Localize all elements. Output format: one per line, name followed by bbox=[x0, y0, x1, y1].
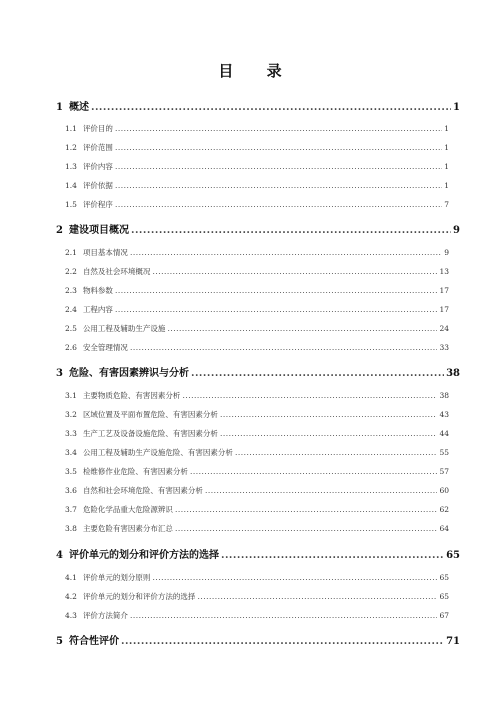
toc-leader-dots bbox=[130, 343, 438, 352]
toc-entry-number: 3.4 bbox=[65, 448, 77, 457]
toc-section-entry[interactable] bbox=[65, 180, 449, 191]
toc-section-entry[interactable] bbox=[65, 342, 449, 353]
toc-entry-page: 43 bbox=[439, 410, 449, 419]
toc-chapter-entry[interactable] bbox=[56, 221, 460, 236]
toc-entry-label: 区域位置及平面布置危险、有害因素分析 bbox=[82, 410, 218, 419]
toc-leader-dots bbox=[115, 305, 438, 314]
toc-leader-dots bbox=[197, 592, 437, 601]
toc-entry-number: 3.8 bbox=[65, 524, 77, 533]
toc-entry-number: 2.2 bbox=[65, 267, 77, 276]
toc-entry-page: 55 bbox=[439, 448, 449, 457]
toc-entry-page: 9 bbox=[453, 225, 460, 236]
toc-leader-dots bbox=[115, 181, 442, 190]
toc-entry-page: 65 bbox=[439, 592, 449, 601]
toc-entry-number: 1.5 bbox=[65, 200, 77, 209]
toc-entry-number: 2 bbox=[56, 225, 63, 236]
toc-section-entry[interactable] bbox=[65, 466, 449, 477]
toc-section-entry[interactable] bbox=[65, 199, 449, 210]
toc-entry-label: 自然和社会环境危险、有害因素分析 bbox=[82, 486, 203, 495]
toc-leader-dots bbox=[220, 429, 438, 438]
toc-leader-dots bbox=[152, 573, 437, 582]
toc-section-entry[interactable] bbox=[65, 266, 449, 277]
toc-section-entry[interactable] bbox=[65, 247, 449, 258]
toc-section-entry[interactable] bbox=[65, 123, 449, 134]
toc-entry-label: 评价依据 bbox=[82, 181, 113, 190]
toc-entry-page: 1 bbox=[444, 162, 449, 171]
toc-entry-page: 33 bbox=[439, 343, 449, 352]
toc-entry-number: 3.2 bbox=[65, 410, 77, 419]
toc-entry-number: 3.5 bbox=[65, 467, 77, 476]
toc-entry-page: 13 bbox=[439, 267, 449, 276]
toc-entry-number: 1.3 bbox=[65, 162, 77, 171]
toc-entry-number: 2.1 bbox=[65, 248, 77, 257]
toc-entry-number: 1.4 bbox=[65, 181, 77, 190]
toc-leader-dots bbox=[182, 391, 437, 400]
toc-entry-label: 符合性评价 bbox=[68, 636, 119, 647]
toc-section-entry[interactable] bbox=[65, 572, 449, 583]
toc-entry-number: 1 bbox=[56, 102, 63, 113]
toc-entry-label: 建设项目概况 bbox=[68, 225, 129, 236]
toc-entry-number: 2.6 bbox=[65, 343, 77, 352]
toc-entry-label: 评价单元的划分原则 bbox=[82, 573, 151, 582]
toc-entry-label: 主要物质危险、有害因素分析 bbox=[82, 391, 181, 400]
toc-chapter-entry[interactable] bbox=[56, 632, 460, 647]
toc-leader-dots bbox=[131, 225, 451, 236]
toc-entry-label: 工程内容 bbox=[82, 305, 113, 314]
toc-entry-page: 65 bbox=[439, 573, 449, 582]
toc-section-entry[interactable] bbox=[65, 390, 449, 401]
toc-entry-label: 物料参数 bbox=[82, 286, 113, 295]
toc-entry-number: 5 bbox=[56, 636, 63, 647]
toc-chapter-entry[interactable] bbox=[56, 364, 460, 379]
toc-entry-number: 3.1 bbox=[65, 391, 77, 400]
toc-entry-number: 3 bbox=[56, 368, 63, 379]
toc-entry-label: 评价范围 bbox=[82, 143, 113, 152]
page-title: 目 录 bbox=[218, 62, 296, 80]
toc-section-entry[interactable] bbox=[65, 409, 449, 420]
toc-entry-number: 2.4 bbox=[65, 305, 77, 314]
toc-entry-page: 62 bbox=[439, 505, 449, 514]
toc-entry-page: 24 bbox=[439, 324, 449, 333]
toc-leader-dots bbox=[115, 162, 442, 171]
toc-leader-dots bbox=[167, 324, 437, 333]
toc-entry-label: 评价单元的划分和评价方法的选择 bbox=[68, 550, 219, 561]
toc-entry-page: 71 bbox=[446, 636, 460, 647]
toc-section-entry[interactable] bbox=[65, 142, 449, 153]
toc-entry-label: 危险化学品重大危险源辨识 bbox=[82, 505, 173, 514]
toc-entry-page: 44 bbox=[439, 429, 449, 438]
toc-entry-label: 公用工程及辅助生产设施危险、有害因素分析 bbox=[82, 448, 233, 457]
toc-leader-dots bbox=[115, 286, 438, 295]
toc-entry-number: 2.3 bbox=[65, 286, 77, 295]
toc-entry-page: 1 bbox=[453, 102, 460, 113]
toc-entry-number: 1.2 bbox=[65, 143, 77, 152]
toc-entry-page: 64 bbox=[439, 524, 449, 533]
toc-leader-dots bbox=[121, 636, 444, 647]
toc-leader-dots bbox=[205, 486, 438, 495]
toc-leader-dots bbox=[115, 143, 442, 152]
toc-leader-dots bbox=[190, 467, 438, 476]
toc-entry-page: 17 bbox=[439, 305, 449, 314]
toc-section-entry[interactable] bbox=[65, 161, 449, 172]
toc-section-entry[interactable] bbox=[65, 304, 449, 315]
toc-leader-dots bbox=[235, 448, 438, 457]
toc-entry-page: 17 bbox=[439, 286, 449, 295]
toc-leader-dots bbox=[91, 102, 451, 113]
toc-entry-label: 危险、有害因素辨识与分析 bbox=[68, 368, 189, 379]
toc-leader-dots bbox=[175, 524, 438, 533]
toc-entry-page: 1 bbox=[444, 143, 449, 152]
toc-entry-page: 60 bbox=[439, 486, 449, 495]
toc-entry-number: 1.1 bbox=[65, 124, 77, 133]
toc-section-entry[interactable] bbox=[65, 428, 449, 439]
toc-entry-page: 1 bbox=[444, 181, 449, 190]
toc-entry-label: 公用工程及辅助生产设施 bbox=[82, 324, 166, 333]
toc-entry-number: 4 bbox=[56, 550, 63, 561]
toc-entry-number: 4.3 bbox=[65, 611, 77, 620]
toc-entry-number: 3.6 bbox=[65, 486, 77, 495]
toc-entry-page: 1 bbox=[444, 124, 449, 133]
toc-entry-label: 自然及社会环境概况 bbox=[82, 267, 151, 276]
toc-leader-dots bbox=[220, 410, 438, 419]
toc-leader-dots bbox=[130, 611, 438, 620]
toc-entry-number: 3.3 bbox=[65, 429, 77, 438]
toc-entry-label: 检维修作业危险、有害因素分析 bbox=[82, 467, 188, 476]
toc-leader-dots bbox=[115, 124, 442, 133]
toc-entry-page: 7 bbox=[444, 200, 449, 209]
toc-entry-label: 生产工艺及设备设施危险、有害因素分析 bbox=[82, 429, 218, 438]
toc-leader-dots bbox=[130, 248, 442, 257]
toc-entry-label: 评价方法简介 bbox=[82, 611, 128, 620]
toc-entry-label: 评价程序 bbox=[82, 200, 113, 209]
toc-entry-page: 9 bbox=[444, 248, 449, 257]
toc-chapter-entry[interactable] bbox=[56, 98, 460, 113]
toc-entry-page: 65 bbox=[446, 550, 460, 561]
toc-entry-label: 主要危险有害因素分布汇总 bbox=[82, 524, 173, 533]
toc-leader-dots bbox=[175, 505, 438, 514]
toc-section-entry[interactable] bbox=[65, 285, 449, 296]
toc-entry-label: 评价内容 bbox=[82, 162, 113, 171]
toc-entry-page: 67 bbox=[439, 611, 449, 620]
toc-leader-dots bbox=[221, 550, 444, 561]
toc-entry-label: 概述 bbox=[68, 102, 89, 113]
toc-entry-label: 项目基本情况 bbox=[82, 248, 128, 257]
toc-entry-number: 4.2 bbox=[65, 592, 77, 601]
toc-leader-dots bbox=[115, 200, 442, 209]
toc-entry-page: 38 bbox=[439, 391, 449, 400]
toc-entry-label: 安全管理情况 bbox=[82, 343, 128, 352]
toc-section-entry[interactable] bbox=[65, 447, 449, 458]
toc-section-entry[interactable] bbox=[65, 523, 449, 534]
toc-entry-label: 评价单元的划分和评价方法的选择 bbox=[82, 592, 196, 601]
toc-entry-number: 4.1 bbox=[65, 573, 77, 582]
toc-leader-dots bbox=[152, 267, 437, 276]
toc-section-entry[interactable] bbox=[65, 591, 449, 602]
toc-entry-page: 57 bbox=[439, 467, 449, 476]
toc-entry-number: 3.7 bbox=[65, 505, 77, 514]
toc-leader-dots bbox=[191, 368, 444, 379]
toc-entry-number: 2.5 bbox=[65, 324, 77, 333]
toc-section-entry[interactable] bbox=[65, 485, 449, 496]
toc-entry-page: 38 bbox=[446, 368, 460, 379]
toc-section-entry[interactable] bbox=[65, 610, 449, 621]
toc-section-entry[interactable] bbox=[65, 504, 449, 515]
toc-chapter-entry[interactable] bbox=[56, 546, 460, 561]
toc-section-entry[interactable] bbox=[65, 323, 449, 334]
toc-entry-label: 评价目的 bbox=[82, 124, 113, 133]
